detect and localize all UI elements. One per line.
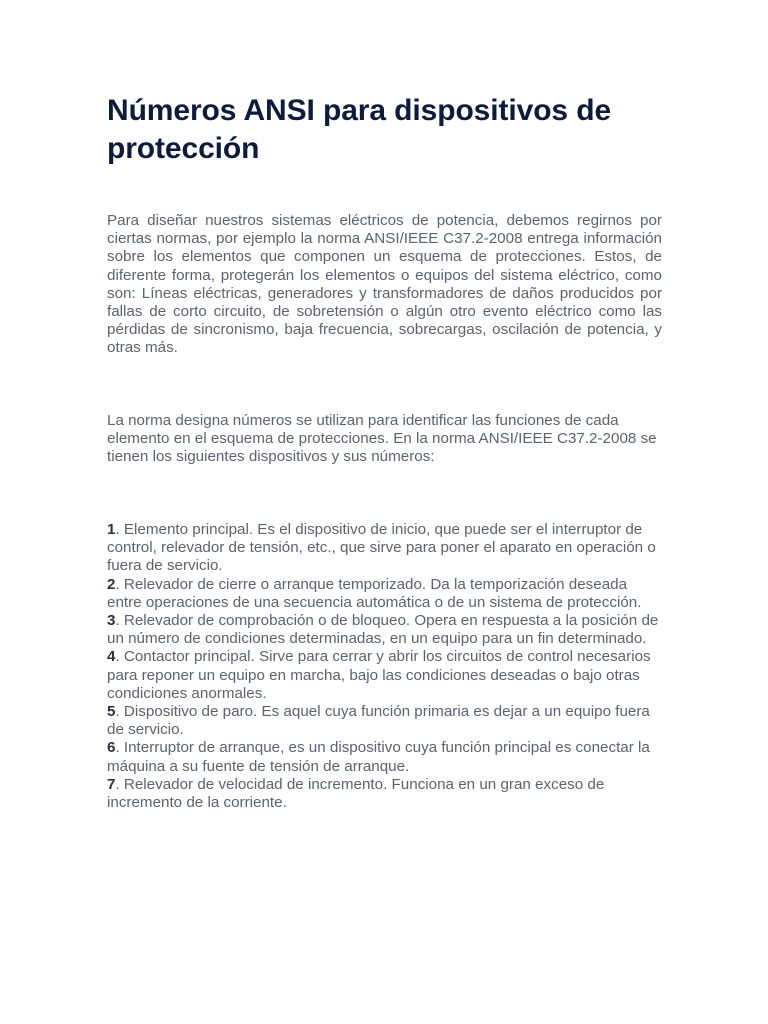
device-description: . Interruptor de arranque, es un dispositivo cuya función principal es conectar la máquina a su fuente de tensión de arranque. (107, 739, 650, 775)
list-item (107, 576, 662, 612)
device-number: 1 (107, 521, 116, 538)
device-number: 2 (107, 575, 116, 593)
list-item (107, 776, 662, 812)
list-item (107, 703, 662, 739)
device-number: 3 (107, 612, 116, 630)
list-item (107, 648, 662, 703)
device-description: . Dispositivo de paro. Es aquel cuya función primaria es dejar a un equipo fuera de servicio. (107, 703, 650, 739)
device-description: . Elemento principal. Es el dispositivo de inicio, que puede ser el interruptor de control, relevador de tensión, etc., que sirve para poner el aparato en operación o fuera de servicio. (107, 521, 656, 575)
intro-paragraph: Para diseñar nuestros sistemas eléctricos de potencia, debemos regirnos por ciertas normas, por ejemplo la norma ANSI/IEEE C37.2-2008 entrega información sobre los elementos que componen un esquema de protecciones. Estos, de diferente forma, protegerán los elementos o equipos del sistema eléctrico, como son: Líneas eléctricas, generadores y transformadores de daños producidos por fallas de corto circuito, de sobretensión o algún otro evento eléctrico como las pérdidas de sincronismo, baja frecuencia, sobrecargas, oscilación de potencia, y otras más. (107, 212, 662, 357)
list-item (107, 521, 662, 576)
device-description: . Contactor principal. Sirve para cerrar y abrir los circuitos de control necesarios para reponer un equipo en marcha, bajo las condiciones deseadas o bajo otras condiciones anormales. (107, 648, 651, 702)
list-item (107, 612, 662, 648)
device-number: 5 (107, 703, 116, 721)
page-title: Números ANSI para dispositivos de protección (107, 94, 612, 165)
device-description: . Relevador de cierre o arranque temporizado. Da la temporización deseada entre operaciones de una secuencia automática o de un sistema de protección. (107, 575, 642, 611)
document-page (107, 92, 662, 812)
device-number: 6 (107, 739, 116, 757)
norm-paragraph: La norma designa números se utilizan para identificar las funciones de cada elemento en el esquema de protecciones. En la norma ANSI/IEEE C37.2-2008 se tienen los siguientes dispositivos y sus números: (107, 412, 657, 466)
device-description: . Relevador de velocidad de incremento. Funciona en un gran exceso de incremento de la corriente. (107, 775, 605, 812)
device-number: 4 (107, 648, 116, 666)
device-number: 7 (107, 775, 116, 793)
device-description: . Relevador de comprobación o de bloqueo. Opera en respuesta a la posición de un número de condiciones determinadas, en un equipo para un fin determinado. (107, 612, 659, 648)
list-item (107, 739, 662, 775)
device-list (107, 521, 662, 812)
